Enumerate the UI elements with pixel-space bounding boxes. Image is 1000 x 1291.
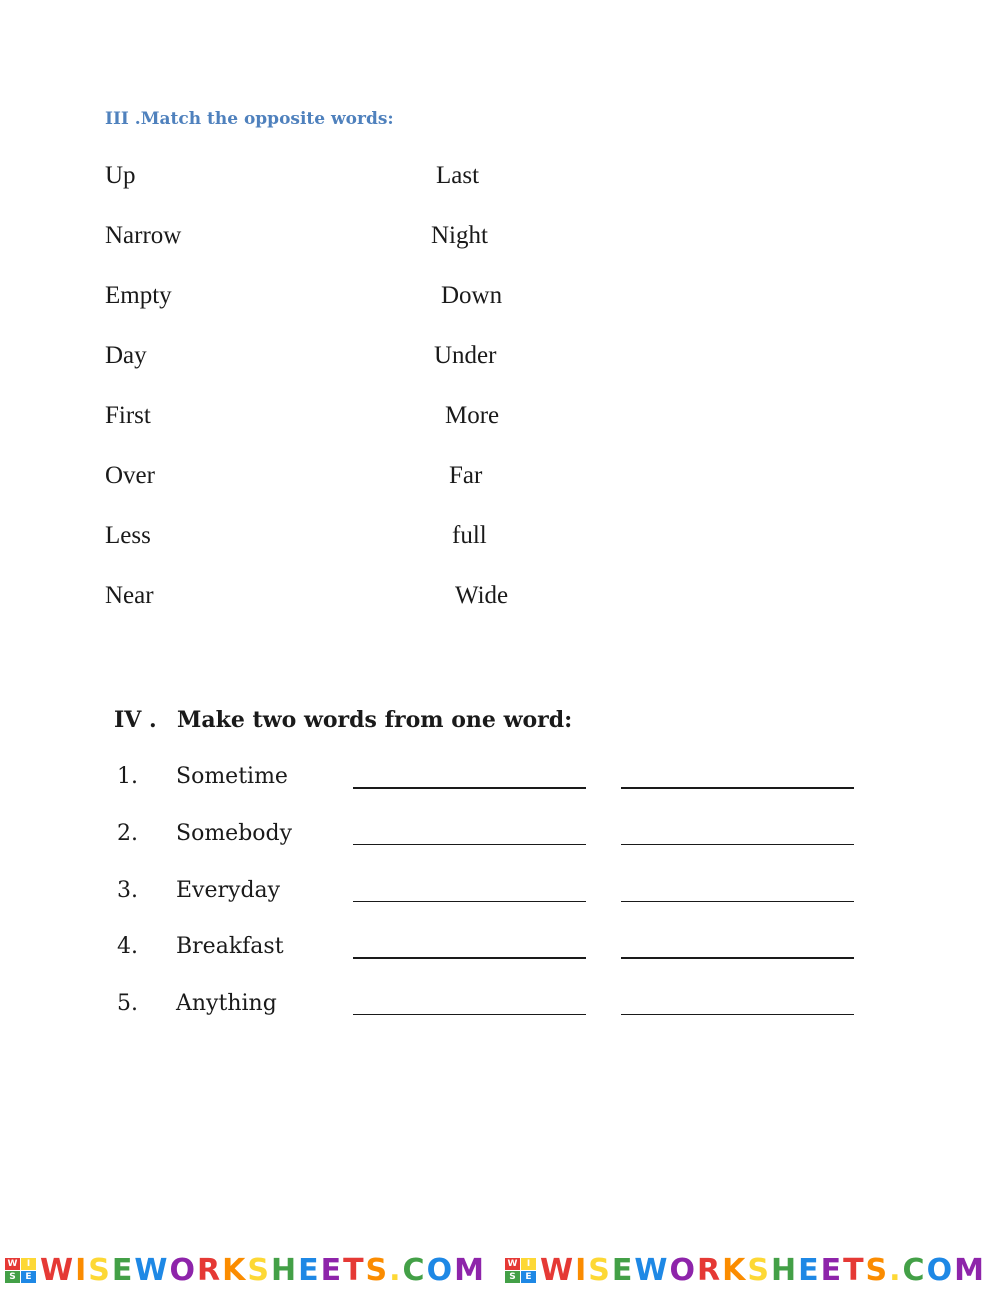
answer-blank[interactable]	[353, 787, 586, 789]
compound-word: Everyday	[176, 878, 281, 903]
answer-blank[interactable]	[353, 1014, 586, 1015]
answer-blank[interactable]	[353, 844, 586, 845]
brand-name[interactable]: WISEWORKSHEETS.COM	[540, 1253, 986, 1288]
answer-blank[interactable]	[353, 957, 586, 959]
compound-word: Sometime	[176, 764, 288, 789]
left-word: Narrow	[105, 222, 182, 249]
left-word: Empty	[105, 282, 172, 309]
right-word: More	[445, 402, 500, 429]
item-number: 4.	[117, 934, 138, 959]
brand-logo-icon: W I S E	[505, 1258, 537, 1284]
item-number: 2.	[117, 821, 138, 846]
compound-word: Anything	[176, 991, 277, 1016]
section-4-number: IV .	[114, 707, 157, 733]
right-word: Far	[449, 462, 483, 489]
compound-word: Breakfast	[176, 934, 284, 959]
right-word: Wide	[455, 582, 509, 609]
item-number: 5.	[117, 991, 138, 1016]
right-word: Down	[441, 282, 503, 309]
left-word: Near	[105, 582, 154, 609]
right-word: full	[452, 522, 487, 549]
right-word: Under	[434, 342, 497, 369]
left-word: Over	[105, 462, 155, 489]
right-word: Night	[431, 222, 488, 249]
left-word: Up	[105, 162, 136, 189]
item-number: 1.	[117, 764, 138, 789]
answer-blank[interactable]	[621, 844, 854, 845]
left-word: Less	[105, 522, 151, 549]
answer-blank[interactable]	[621, 787, 854, 789]
answer-blank[interactable]	[621, 957, 854, 959]
left-word: Day	[105, 342, 147, 369]
footer-banner	[0, 1252, 1000, 1291]
section-4-heading: Make two words from one word:	[177, 707, 573, 733]
answer-blank[interactable]	[353, 901, 586, 902]
left-word: First	[105, 402, 151, 429]
answer-blank[interactable]	[621, 1014, 854, 1015]
compound-word: Somebody	[176, 821, 293, 846]
brand-name[interactable]: WISEWORKSHEETS.COM	[40, 1253, 486, 1288]
brand-logo-icon: W I S E	[5, 1258, 37, 1284]
item-number: 3.	[117, 878, 138, 903]
section-3-heading: III .Match the opposite words:	[105, 109, 394, 129]
answer-blank[interactable]	[621, 901, 854, 902]
right-word: Last	[436, 162, 480, 189]
